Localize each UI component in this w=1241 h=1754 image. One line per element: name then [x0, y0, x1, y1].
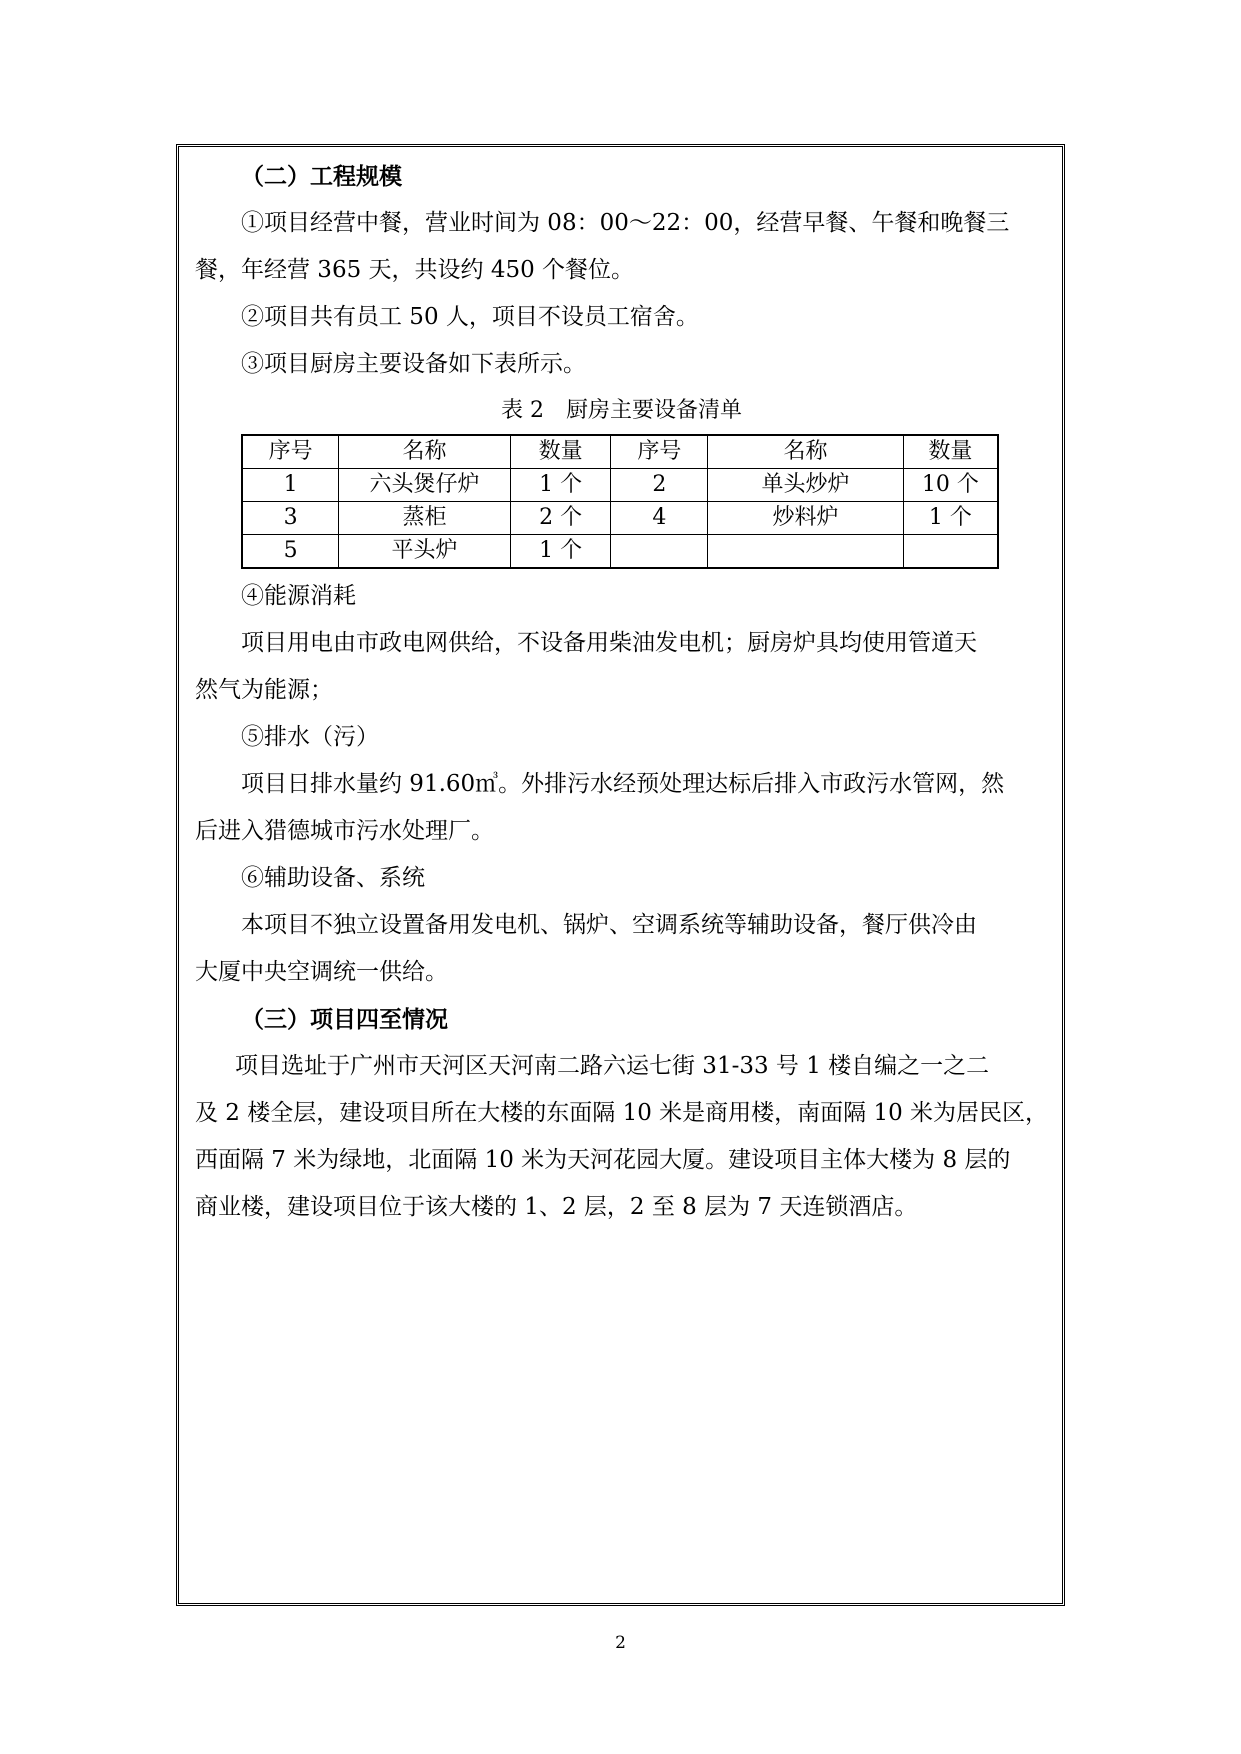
table-cell — [903, 535, 998, 569]
paragraph-line: 然气为能源； — [195, 677, 333, 703]
paragraph-line: 后进入猎德城市污水处理厂。 — [195, 818, 494, 844]
table-row — [242, 469, 998, 502]
paragraph-line: 项目用电由市政电网供给，不设备用柴油发电机；厨房炉具均使用管道天 — [241, 630, 977, 656]
paragraph-line: 大厦中央空调统一供给。 — [195, 959, 448, 985]
table-cell: 1 — [242, 469, 339, 502]
paragraph-line: 及 2 楼全层，建设项目所在大楼的东面隔 10 米是商用楼，南面隔 10 米为居民区， — [195, 1100, 1049, 1126]
table-cell — [611, 535, 708, 569]
section-heading-surroundings: （三）项目四至情况 — [241, 1006, 448, 1033]
table-header-cell: 名称 — [708, 435, 903, 469]
paragraph-line: 餐，年经营 365 天，共设约 450 个餐位。 — [195, 257, 635, 283]
table-row — [242, 535, 998, 569]
table-cell: 1 个 — [903, 502, 998, 535]
table-cell: 3 — [242, 502, 339, 535]
table-cell: 单头炒炉 — [708, 469, 903, 502]
table-cell: 2 — [611, 469, 708, 502]
table-cell: 1 个 — [510, 535, 611, 569]
table-caption: 表 2 厨房主要设备清单 — [501, 398, 742, 423]
table-header-cell: 序号 — [611, 435, 708, 469]
table-header-cell: 序号 — [242, 435, 339, 469]
section-heading-scale: （二）工程规模 — [241, 163, 402, 190]
page-number: 2 — [615, 1633, 626, 1653]
equipment-table — [241, 434, 999, 569]
table-cell: 10 个 — [903, 469, 998, 502]
table-cell: 4 — [611, 502, 708, 535]
subsection-heading: ⑤排水（污） — [241, 724, 379, 750]
document-body — [195, 153, 1052, 1231]
table-cell: 六头煲仔炉 — [339, 469, 511, 502]
paragraph-line: 西面隔 7 米为绿地，北面隔 10 米为天河花园大厦。建设项目主体大楼为 8 层的 — [195, 1147, 1011, 1173]
table-cell: 5 — [242, 535, 339, 569]
table-header-row — [242, 435, 998, 469]
table-header-cell: 名称 — [339, 435, 511, 469]
table-cell — [708, 535, 903, 569]
table-header-cell: 数量 — [903, 435, 998, 469]
table-cell: 1 个 — [510, 469, 611, 502]
document-frame — [176, 144, 1065, 1606]
table-cell: 2 个 — [510, 502, 611, 535]
subsection-heading: ④能源消耗 — [241, 583, 356, 609]
paragraph-line: 项目日排水量约 91.60㎥。外排污水经预处理达标后排入市政污水管网，然 — [241, 771, 1005, 797]
paragraph-line: ①项目经营中餐，营业时间为 08：00～22：00，经营早餐、午餐和晚餐三 — [241, 210, 1010, 236]
paragraph-line: 本项目不独立设置备用发电机、锅炉、空调系统等辅助设备，餐厅供冷由 — [241, 912, 977, 938]
table-cell: 蒸柜 — [339, 502, 511, 535]
subsection-heading: ⑥辅助设备、系统 — [241, 865, 425, 891]
paragraph-line: ②项目共有员工 50 人，项目不设员工宿舍。 — [241, 304, 699, 330]
table-header-cell: 数量 — [510, 435, 611, 469]
paragraph-line: 商业楼，建设项目位于该大楼的 1、2 层，2 至 8 层为 7 天连锁酒店。 — [195, 1194, 918, 1220]
table-cell: 炒料炉 — [708, 502, 903, 535]
table-row — [242, 502, 998, 535]
paragraph-line: 项目选址于广州市天河区天河南二路六运七街 31-33 号 1 楼自编之一之二 — [235, 1053, 990, 1079]
table-cell: 平头炉 — [339, 535, 511, 569]
paragraph-line: ③项目厨房主要设备如下表所示。 — [241, 351, 586, 377]
